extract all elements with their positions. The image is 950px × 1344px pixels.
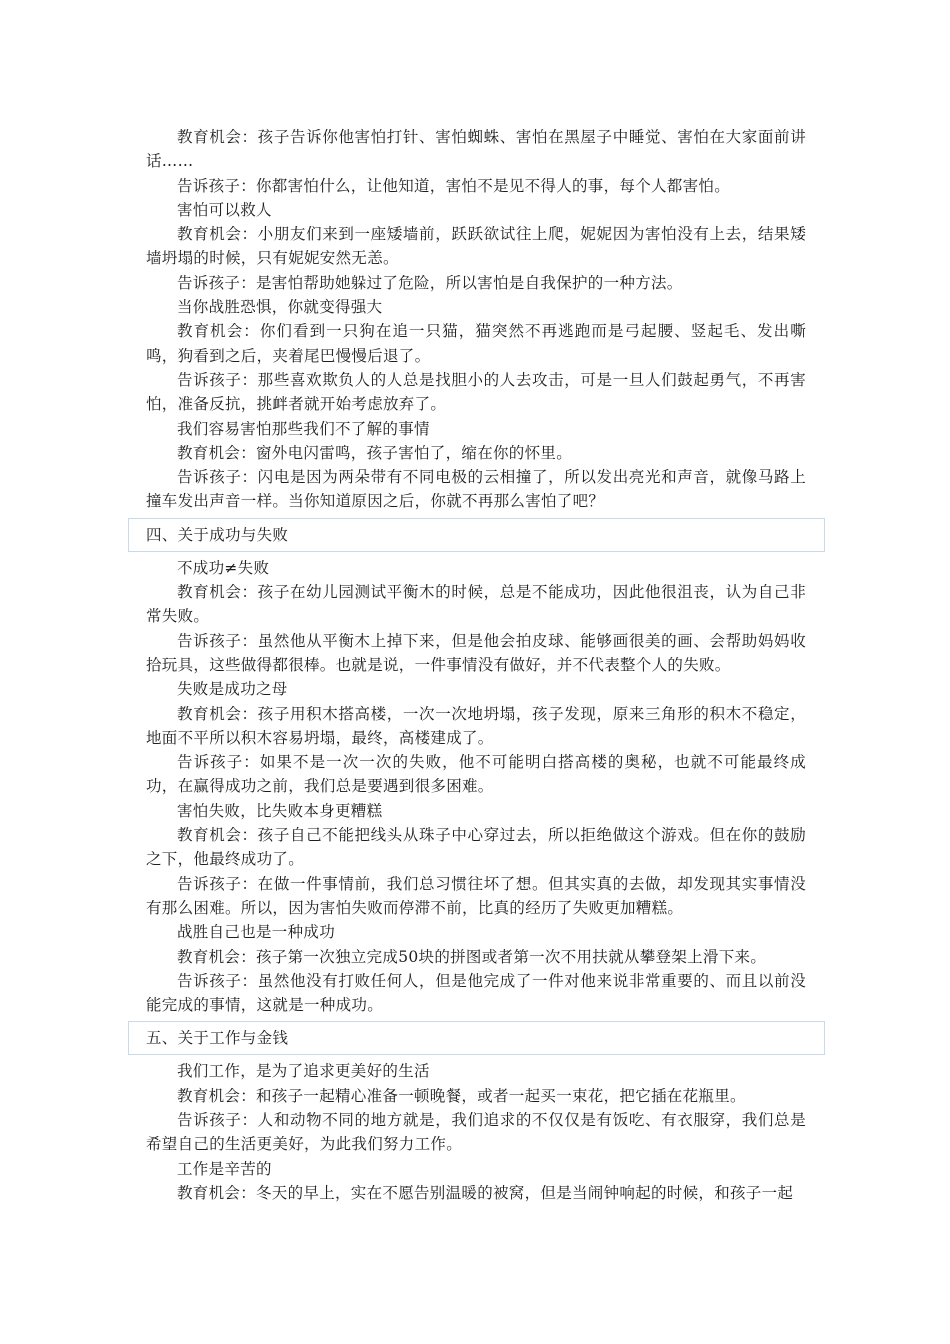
paragraph: 教育机会：孩子自己不能把线头从珠子中心穿过去，所以拒绝做这个游戏。但在你的鼓励之下，他最终成功了。: [146, 826, 806, 869]
paragraph: 告诉孩子：你都害怕什么，让他知道，害怕不是见不得人的事，每个人都害怕。: [177, 176, 731, 195]
paragraph: 告诉孩子：闪电是因为两朵带有不同电极的云相撞了，所以发出亮光和声音，就像马路上撞车发出声音一样。当你知道原因之后，你就不再那么害怕了吧？: [146, 468, 806, 511]
section-heading: 五、关于工作与金钱: [128, 1021, 825, 1055]
subheading: 失败是成功之母: [177, 680, 288, 699]
subheading: 我们容易害怕那些我们不了解的事情: [177, 419, 430, 438]
document-body: [146, 125, 806, 1205]
paragraph: 教育机会：你们看到一只狗在追一只猫，猫突然不再逃跑而是弓起腰、竖起毛、发出嘶鸣，狗看到之后，夹着尾巴慢慢后退了。: [146, 322, 806, 365]
subheading: 害怕可以救人: [177, 200, 272, 219]
paragraph: 教育机会：孩子告诉你他害怕打针、害怕蜘蛛、害怕在黑屋子中睡觉、害怕在大家面前讲话……: [146, 128, 806, 171]
paragraph: 教育机会：孩子用积木搭高楼，一次一次地坍塌，孩子发现，原来三角形的积木不稳定，地面不平所以积木容易坍塌，最终，高楼建成了。: [146, 704, 806, 747]
paragraph: 教育机会：孩子第一次独立完成50块的拼图或者第一次不用扶就从攀登架上滑下来。: [177, 947, 767, 966]
paragraph: 告诉孩子：人和动物不同的地方就是，我们追求的不仅仅是有饭吃、有衣服穿，我们总是希望自己的生活更美好，为此我们努力工作。: [146, 1110, 806, 1154]
subheading: 当你战胜恐惧，你就变得强大: [177, 298, 383, 317]
paragraph: 告诉孩子：虽然他从平衡木上掉下来，但是他会拍皮球、能够画很美的画、会帮助妈妈收拾玩具，这些做得都很棒。也就是说，一件事情没有做好，并不代表整个人的失败。: [146, 631, 806, 674]
subheading: 我们工作，是为了追求更美好的生活: [177, 1062, 430, 1081]
subheading: 战胜自己也是一种成功: [177, 923, 336, 942]
paragraph: 教育机会：冬天的早上，实在不愿告别温暖的被窝，但是当闹钟响起的时候，和孩子一起: [177, 1183, 794, 1202]
paragraph: 教育机会：窗外电闪雷鸣，孩子害怕了，缩在你的怀里。: [177, 443, 573, 462]
paragraph: 教育机会：和孩子一起精心准备一顿晚餐，或者一起买一束花，把它插在花瓶里。: [177, 1086, 746, 1105]
section-heading: 四、关于成功与失败: [128, 518, 825, 552]
paragraph: 告诉孩子：如果不是一次一次的失败，他不可能明白搭高楼的奥秘，也就不可能最终成功，在赢得成功之前，我们总是要遇到很多困难。: [146, 753, 806, 796]
paragraph: 教育机会：孩子在幼儿园测试平衡木的时候，总是不能成功，因此他很沮丧，认为自己非常失败。: [146, 583, 806, 626]
subheading: 不成功≠失败: [177, 558, 270, 577]
paragraph: 告诉孩子：虽然他没有打败任何人，但是他完成了一件对他来说非常重要的、而且以前没能完成的事情，这就是一种成功。: [146, 971, 806, 1015]
paragraph: 教育机会：小朋友们来到一座矮墙前，跃跃欲试往上爬，妮妮因为害怕没有上去，结果矮墙坍塌的时候，只有妮妮安然无恙。: [146, 225, 806, 268]
paragraph: 告诉孩子：在做一件事情前，我们总习惯往坏了想。但其实真的去做，却发现其实事情没有那么困难。所以，因为害怕失败而停滞不前，比真的经历了失败更加糟糕。: [146, 874, 806, 917]
subheading: 工作是辛苦的: [177, 1159, 272, 1178]
paragraph: 告诉孩子：是害怕帮助她躲过了危险，所以害怕是自我保护的一种方法。: [177, 273, 683, 292]
paragraph: 告诉孩子：那些喜欢欺负人的人总是找胆小的人去攻击，可是一旦人们鼓起勇气，不再害怕，准备反抗，挑衅者就开始考虑放弃了。: [146, 370, 806, 414]
subheading: 害怕失败，比失败本身更糟糕: [177, 801, 383, 820]
